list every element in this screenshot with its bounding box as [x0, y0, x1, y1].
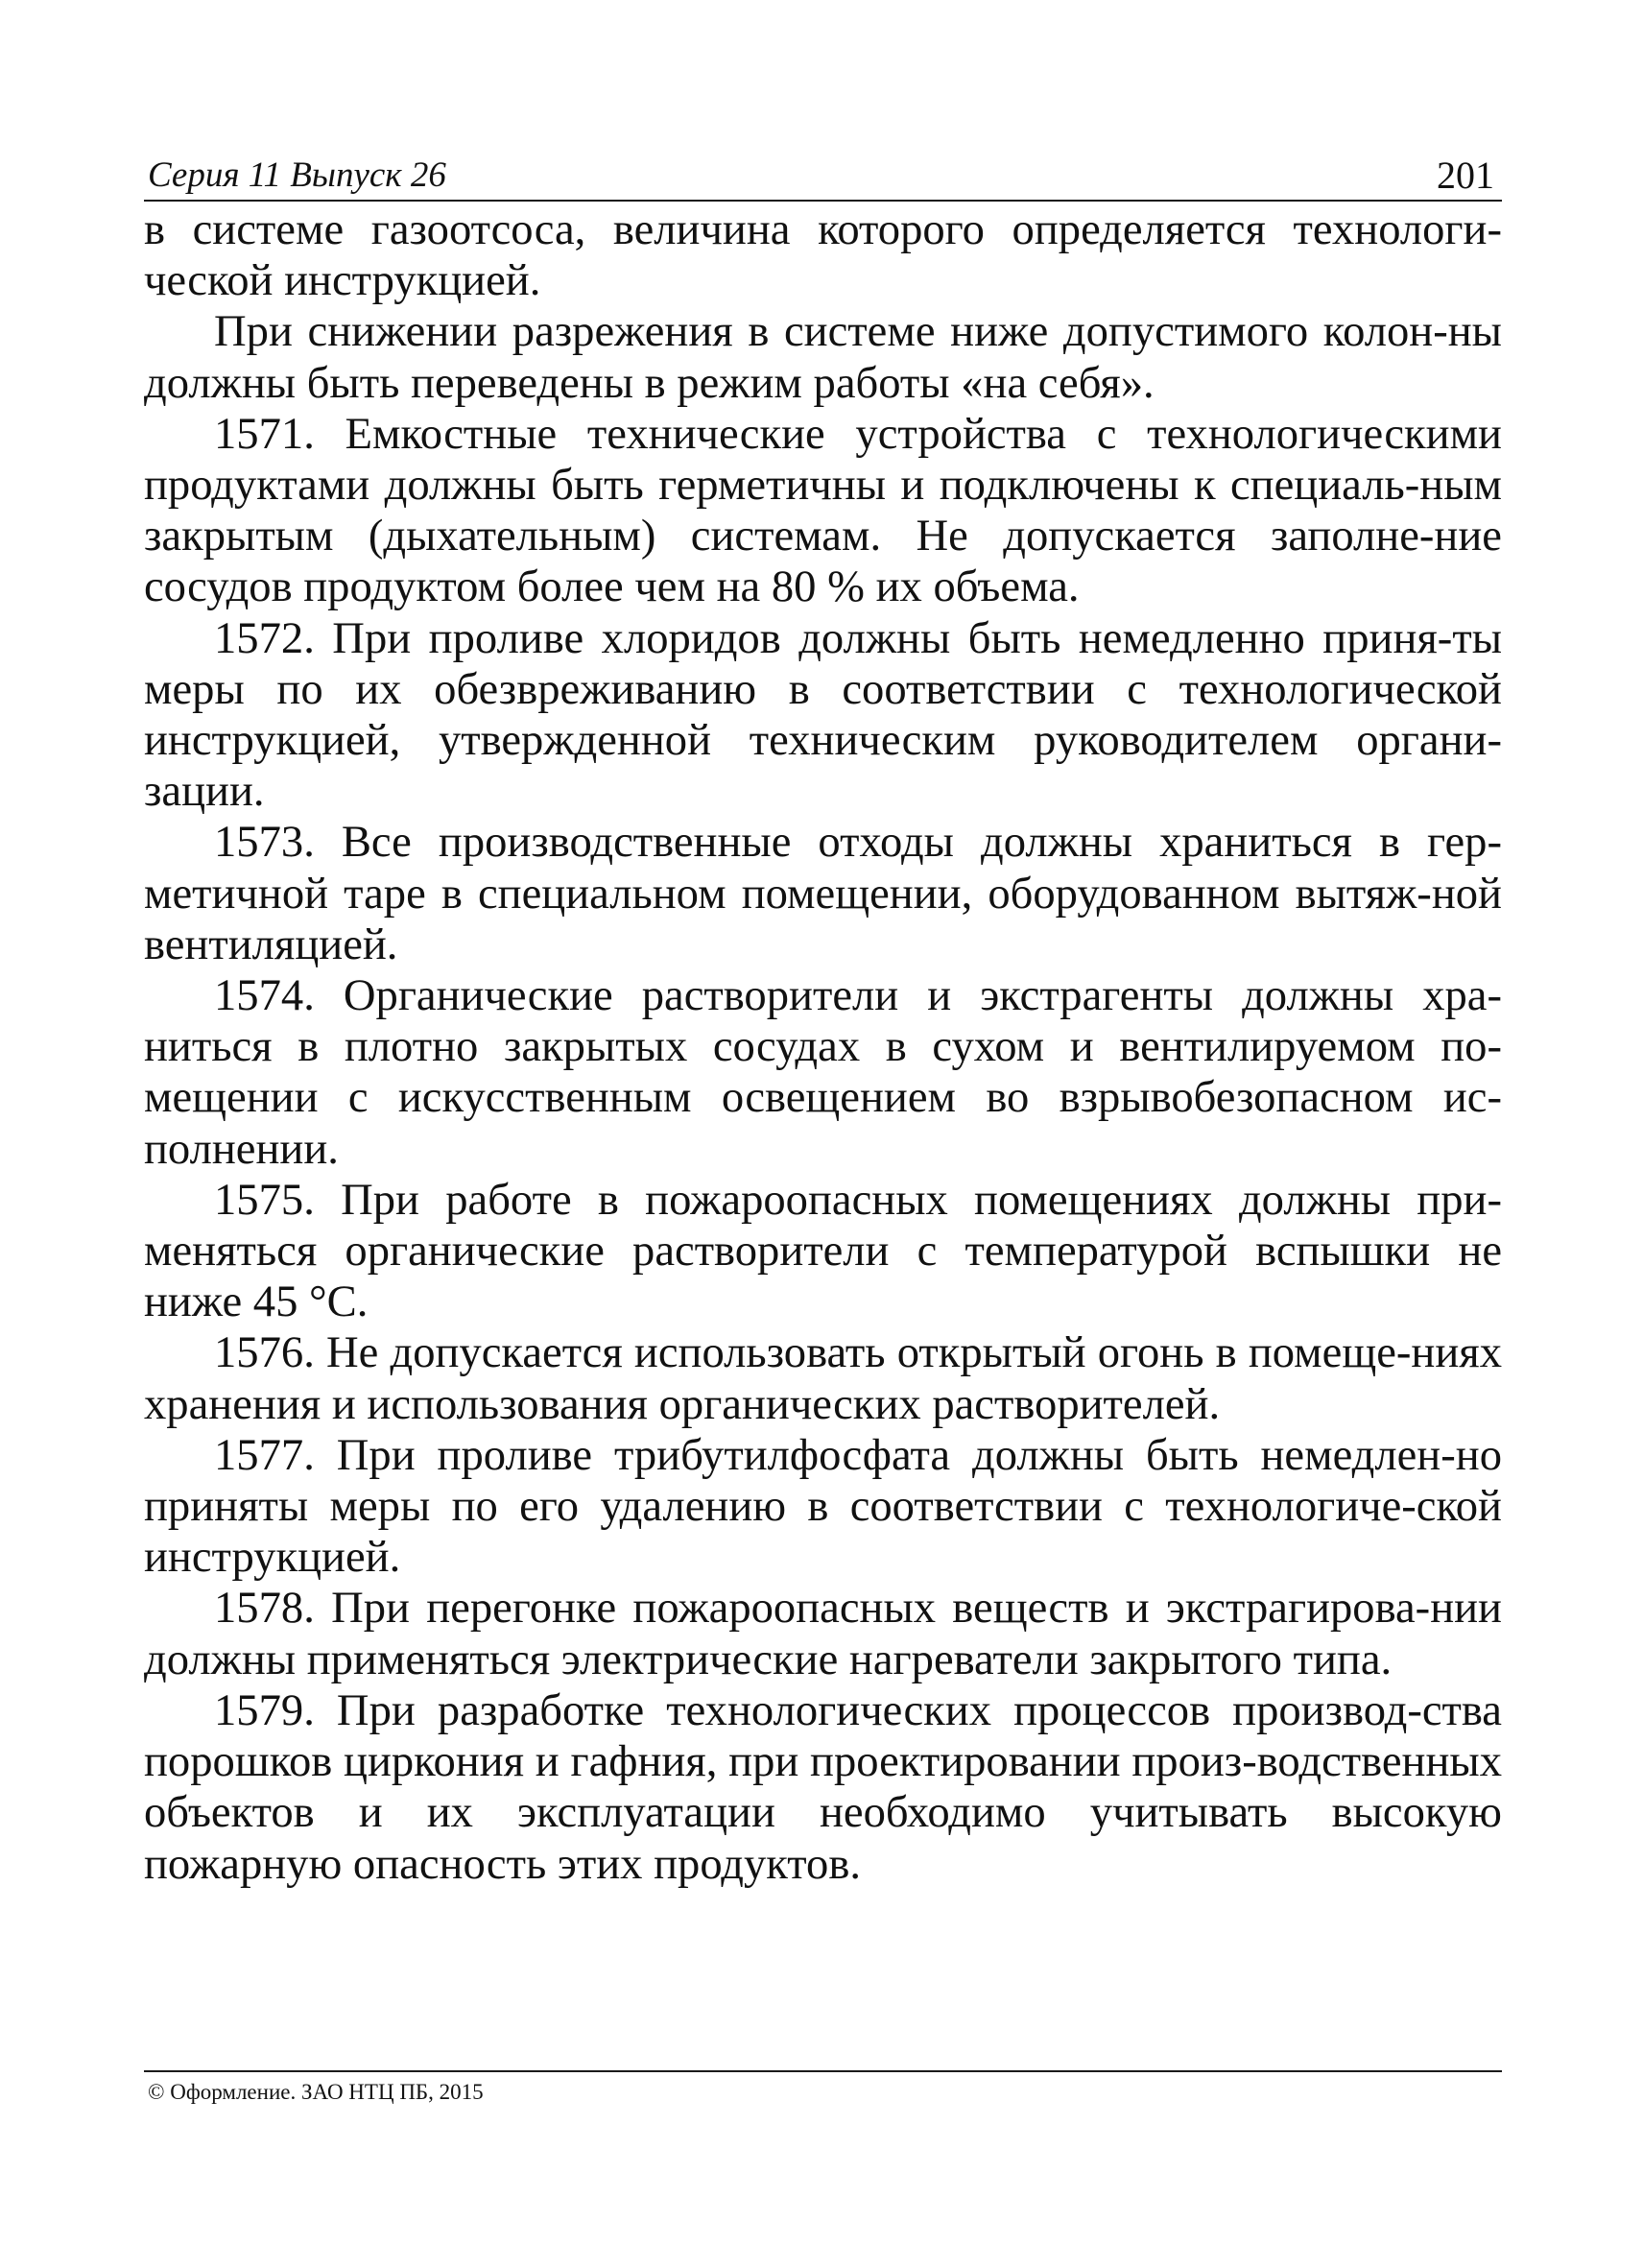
clause-1579: 1579. При разработке технологических процессов производ-ства порошков циркония и гафния, при проектировании произ-водственных объектов и их эксплуатации необходимо учитывать высокую пожарную опасность этих продуктов. — [144, 1684, 1502, 1889]
clause-1575: 1575. При работе в пожароопасных помещениях должны при-меняться органические растворители с температурой вспышки не ниже 45 °С. — [144, 1174, 1502, 1327]
clause-1574: 1574. Органические растворители и экстрагенты должны хра-ниться в плотно закрытых сосудах в сухом и вентилируемом по-мещении с искусственным освещением во взрывобезопасном ис-полнении. — [144, 970, 1502, 1174]
clause-1573: 1573. Все производственные отходы должны храниться в гер-метичной таре в специальном помещении, оборудованном вытяж-ной вентиляцией. — [144, 817, 1502, 969]
body-text — [144, 204, 1502, 1890]
document-page — [144, 154, 1502, 2131]
clause-1571: 1571. Емкостные технические устройства с технологическими продуктами должны быть герметичны и подключены к специаль-ным закрытым (дыхательным) системам. Не допускается заполне-ние сосудов продуктом более чем на 80 % их объема. — [144, 408, 1502, 612]
page-number: 201 — [1437, 154, 1494, 197]
series-title: Серия 11 Выпуск 26 — [148, 155, 446, 195]
running-header — [144, 154, 1502, 202]
paragraph-continuation: в системе газоотсоса, величина которого определяется технологи-ческой инструкцией. — [144, 204, 1502, 306]
copyright-notice: © Оформление. ЗАО НТЦ ПБ, 2015 — [148, 2080, 484, 2104]
clause-1578: 1578. При перегонке пожароопасных веществ и экстрагирова-нии должны применяться электрические нагреватели закрытого типа. — [144, 1583, 1502, 1684]
paragraph: При снижении разрежения в системе ниже допустимого колон-ны должны быть переведены в режим работы «на себя». — [144, 306, 1502, 408]
page-footer — [144, 2070, 1502, 2105]
clause-1572: 1572. При проливе хлоридов должны быть немедленно приня-ты меры по их обезвреживанию в соответствии с технологической инструкцией, утвержденной техническим руководителем органи-зации. — [144, 612, 1502, 817]
clause-1577: 1577. При проливе трибутилфосфата должны быть немедлен-но приняты меры по его удалению в соответствии с технологиче-ской инструкцией. — [144, 1429, 1502, 1583]
clause-1576: 1576. Не допускается использовать открытый огонь в помеще-ниях хранения и использования органических растворителей. — [144, 1327, 1502, 1429]
